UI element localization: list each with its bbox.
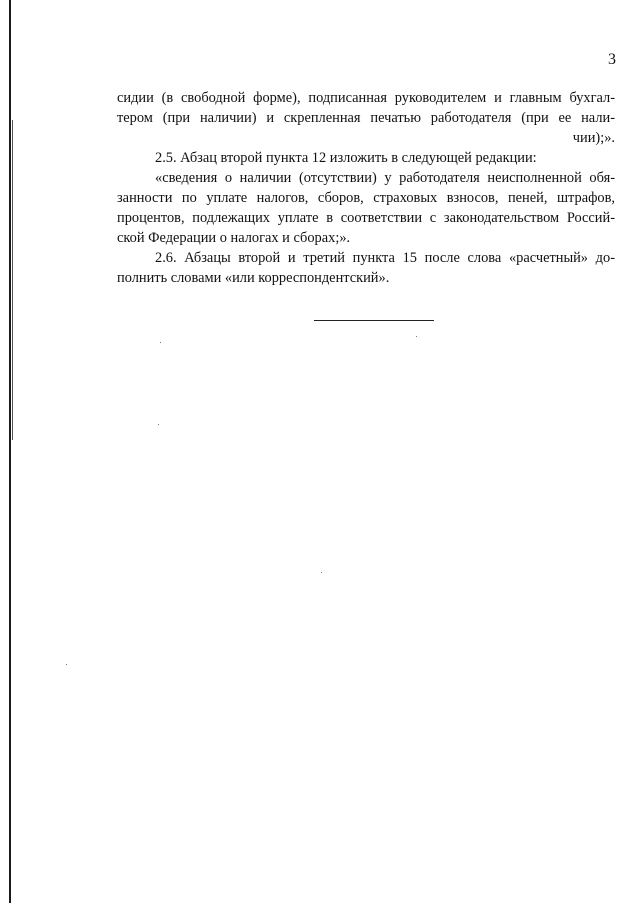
scan-speck xyxy=(160,342,161,343)
scan-speck xyxy=(321,572,322,573)
text-line: занности по уплате налогов, сборов, страховых взносов, пеней, штрафов, xyxy=(117,190,615,206)
paragraph-2-5 xyxy=(117,148,615,168)
text-line: 2.6. Абзацы второй и третий пункта 15 после слова «расчетный» до- xyxy=(155,250,615,266)
scan-edge-line xyxy=(9,0,11,903)
text-line: процентов, подлежащих уплате в соответствии с законодательством Россий- xyxy=(117,210,615,226)
document-body xyxy=(117,88,615,288)
text-line: чии);». xyxy=(572,130,615,146)
page-number: 3 xyxy=(608,51,616,68)
end-separator-line xyxy=(314,320,434,321)
text-line: ской Федерации о налогах и сборах;». xyxy=(117,230,351,246)
text-line: полнить словами «или корреспондентский». xyxy=(117,270,390,286)
text-line: 2.5. Абзац второй пункта 12 изложить в следующей редакции: xyxy=(155,150,537,166)
text-line: «сведения о наличии (отсутствии) у работодателя неисполненной обя- xyxy=(155,170,615,186)
scan-speck xyxy=(158,424,159,425)
scan-speck xyxy=(66,664,67,665)
paragraph-2-6 xyxy=(117,248,615,288)
text-line: тером (при наличии) и скрепленная печатью работодателя (при ее нали- xyxy=(117,110,615,126)
paragraph-continuation xyxy=(117,88,615,148)
scan-edge-shadow xyxy=(12,120,13,440)
paragraph-quoted-text xyxy=(117,168,615,248)
text-line: сидии (в свободной форме), подписанная руководителем и главным бухгал- xyxy=(117,90,615,106)
scan-speck xyxy=(416,336,417,337)
